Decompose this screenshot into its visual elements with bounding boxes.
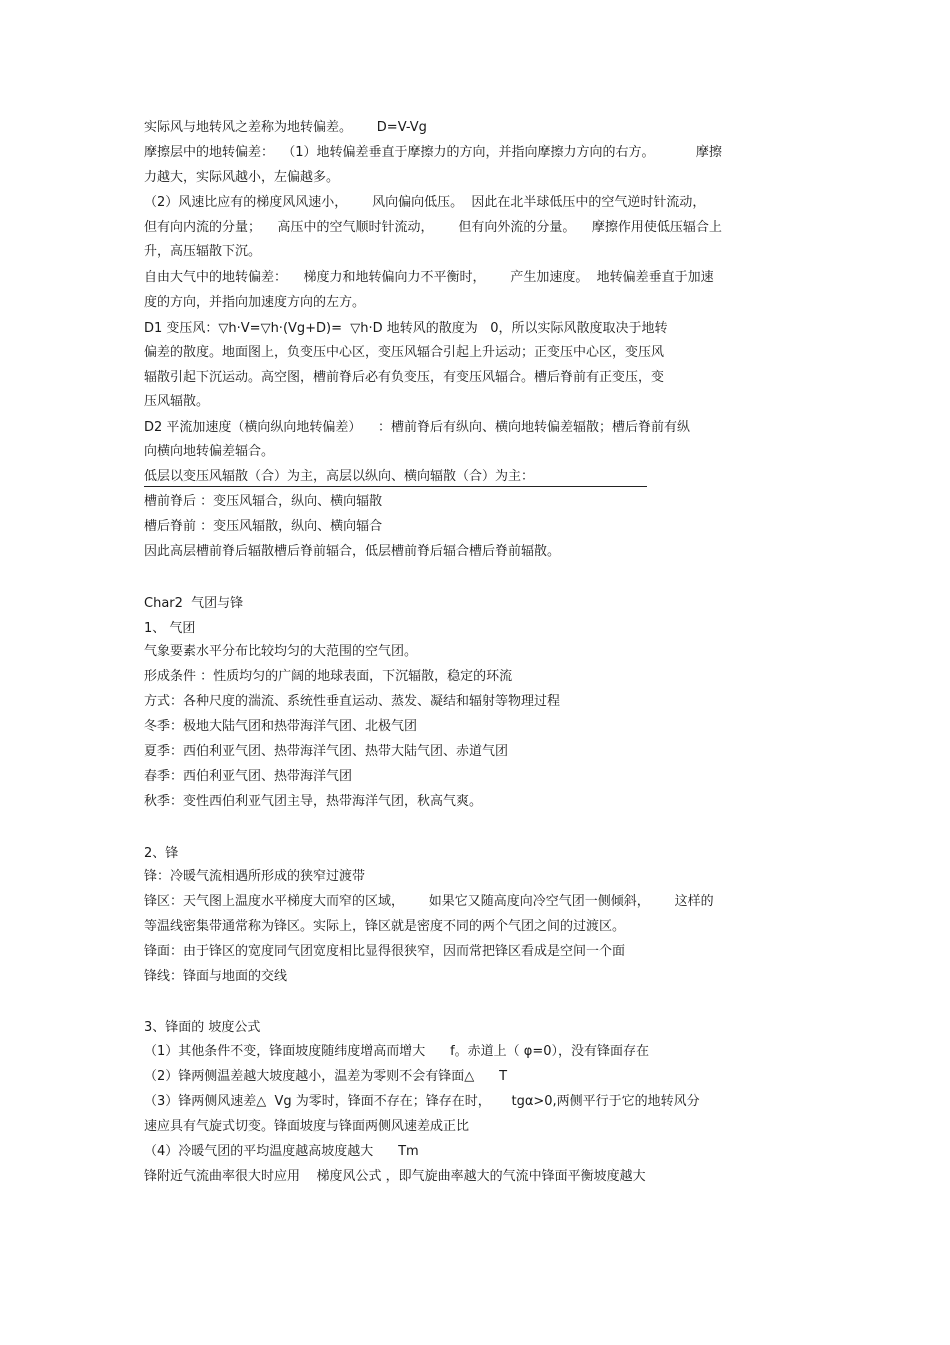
text-line: 锋：冷暖气流相遇所形成的狭窄过渡带 — [144, 869, 366, 884]
subsection-heading: 2、锋 — [144, 846, 179, 861]
text-line: 度的方向，并指向加速度方向的左方。 — [144, 295, 366, 310]
subsection-heading: 1、 气团 — [144, 621, 196, 636]
text-line: （2）风速比应有的梯度风风速小， 风向偏向低压。 因此在北半球低压中的空气逆时针流动， — [144, 195, 706, 210]
text-line: 等温线密集带通常称为锋区。实际上，锋区就是密度不同的两个气团之间的过渡区。 — [144, 919, 626, 934]
text-line: 偏差的散度。地面图上，负变压中心区，变压风辐合引起上升运动；正变压中心区，变压风 — [144, 345, 665, 360]
text-line: 冬季：极地大陆气团和热带海洋气团、北极气团 — [144, 719, 418, 734]
text-line: 锋区：天气图上温度水平梯度大而窄的区域， 如果它又随高度向冷空气团一侧倾斜， 这样的 — [144, 894, 714, 909]
subsection-heading: 3、锋面的 坡度公式 — [144, 1020, 261, 1035]
text-line: 实际风与地转风之差称为地转偏差。 D=V-Vg — [144, 120, 427, 135]
text-line: 摩擦层中的地转偏差： （1）地转偏差垂直于摩擦力的方向，并指向摩擦力方向的右方。 摩擦 — [144, 145, 722, 160]
text-line: （2）锋两侧温差越大坡度越小，温差为零则不会有锋面△ T — [144, 1069, 508, 1084]
underlined-text-line: 低层以变压风辐散（合）为主，高层以纵向、横向辐散（合）为主： — [144, 469, 647, 487]
text-line: 速应具有气旋式切变。锋面坡度与锋面两侧风速差成正比 — [144, 1119, 470, 1134]
text-line: 锋面：由于锋区的宽度同气团宽度相比显得很狭窄，因而常把锋区看成是空间一个面 — [144, 944, 626, 959]
text-line: 力越大，实际风越小，左偏越多。 — [144, 170, 340, 185]
text-line: D2 平流加速度（横向纵向地转偏差） ：槽前脊后有纵向、横向地转偏差辐散；槽后脊前有纵 — [144, 420, 690, 435]
text-line: 夏季：西伯利亚气团、热带海洋气团、热带大陆气团、赤道气团 — [144, 744, 509, 759]
text-line: 锋附近气流曲率很大时应用 梯度风公式 ，即气旋曲率越大的气流中锋面平衡坡度越大 — [144, 1169, 646, 1184]
text-line: 方式：各种尺度的湍流、系统性垂直运动、蒸发、凝结和辐射等物理过程 — [144, 694, 561, 709]
text-line: 因此高层槽前脊后辐散槽后脊前辐合，低层槽前脊后辐合槽后脊前辐散。 — [144, 544, 561, 559]
text-line: （1）其他条件不变，锋面坡度随纬度增高而增大 f。赤道上（ φ=0），没有锋面存在 — [144, 1044, 650, 1059]
text-line: 升，高压辐散下沉。 — [144, 244, 262, 259]
text-line: 压风辐散。 — [144, 394, 210, 409]
text-line: 向横向地转偏差辐合。 — [144, 444, 275, 459]
text-line: 自由大气中的地转偏差： 梯度力和地转偏向力不平衡时， 产生加速度。 地转偏差垂直于加速 — [144, 270, 714, 285]
text-line: 辐散引起下沉运动。高空图，槽前脊后必有负变压，有变压风辐合。槽后脊前有正变压，变 — [144, 370, 665, 385]
section-heading: Char2 气团与锋 — [144, 596, 244, 611]
text-line: 秋季：变性西伯利亚气团主导，热带海洋气团，秋高气爽。 — [144, 794, 483, 809]
text-line: 槽后脊前 ：变压风辐散，纵向、横向辐合 — [144, 519, 383, 534]
text-line: 槽前脊后 ：变压风辐合，纵向、横向辐散 — [144, 494, 383, 509]
text-line: 春季：西伯利亚气团、热带海洋气团 — [144, 769, 353, 784]
text-line: 但有向内流的分量； 高压中的空气顺时针流动， 但有向外流的分量。 摩擦作用使低压辐合上 — [144, 220, 722, 235]
text-line: （3）锋两侧风速差△ Vg 为零时，锋面不存在；锋存在时， tgα>0,两侧平行于它的地转风分 — [144, 1094, 700, 1109]
text-line: 锋线：锋面与地面的交线 — [144, 969, 288, 984]
text-line: 形成条件 ：性质均匀的广阔的地球表面，下沉辐散，稳定的环流 — [144, 669, 513, 684]
text-line: 气象要素水平分布比较均匀的大范围的空气团。 — [144, 644, 418, 659]
text-line: D1 变压风：▽h·V=▽h·(Vg+D)= ▽h·D 地转风的散度为 0，所以实际风散度取决于地转 — [144, 321, 668, 336]
text-line: （4）冷暖气团的平均温度越高坡度越大 Tm — [144, 1144, 419, 1159]
